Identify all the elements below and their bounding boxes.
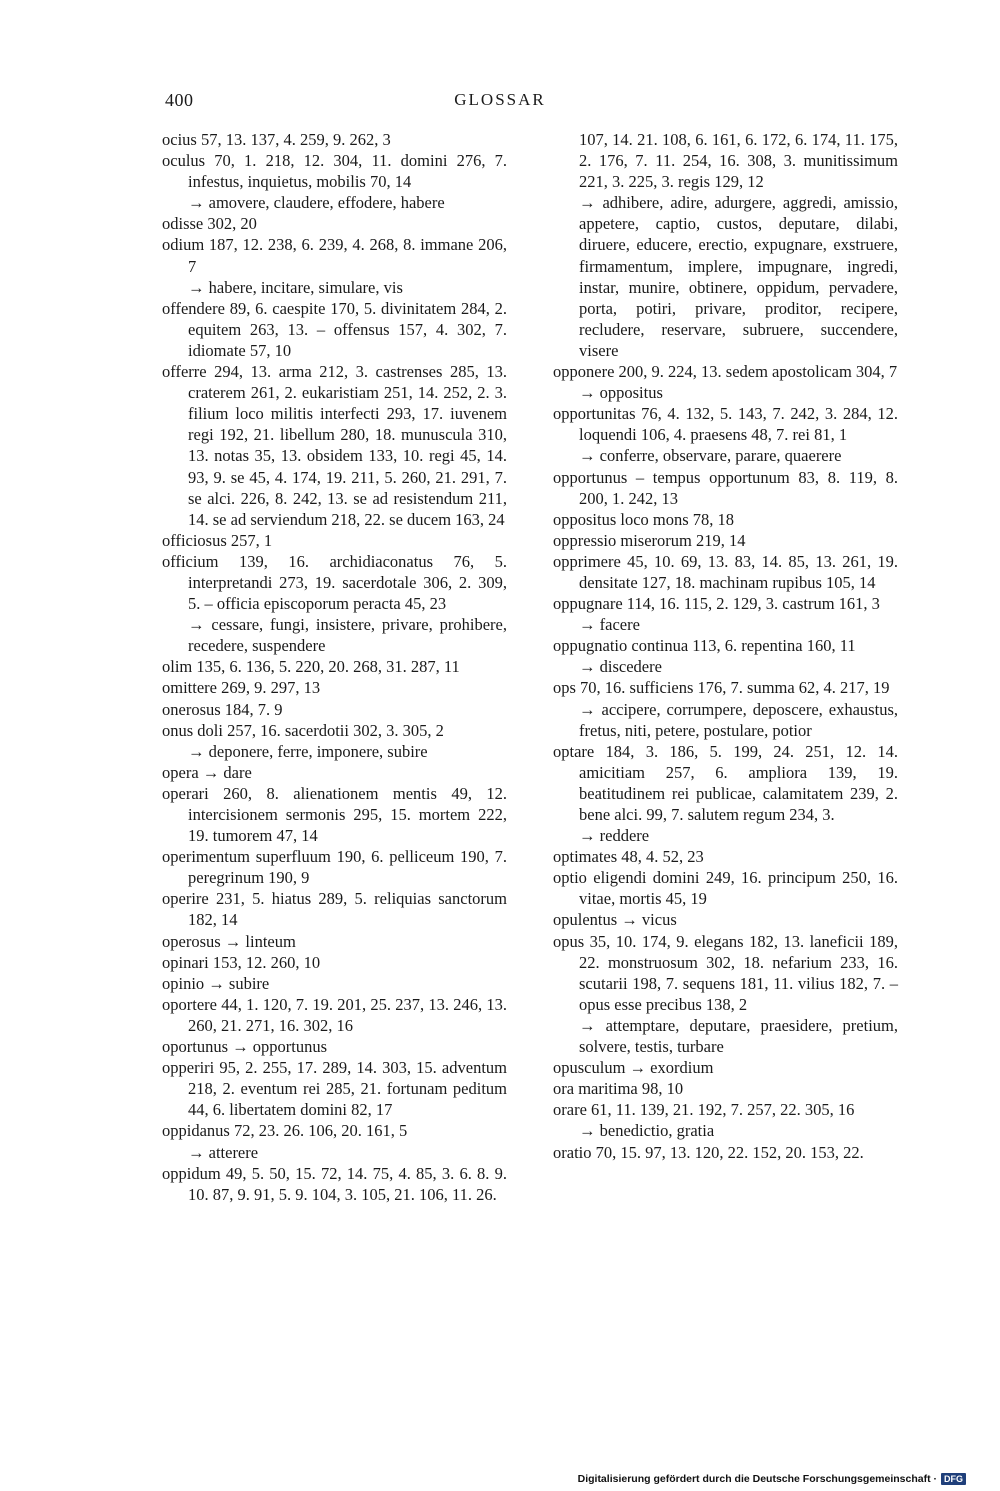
glossary-entry: officium 139, 16. archidiaconatus 76, 5. interpretandi 273, 19. sacerdotale 306, 2. 309, 5. – officia episcoporum peracta 45, 23 (162, 551, 507, 614)
glossary-entry: onus doli 257, 16. sacerdotii 302, 3. 305, 2 (162, 720, 444, 740)
glossary-entry: opinio → subire (162, 973, 270, 993)
glossary-entry: operire 231, 5. hiatus 289, 5. reliquias sanctorum 182, 14 (162, 889, 507, 930)
footer-credit (578, 1473, 966, 1485)
glossary-entry: oppressio miserorum 219, 14 (553, 530, 746, 550)
glossary-entry: oportere 44, 1. 120, 7. 19. 201, 25. 237, 13. 246, 13. 260, 21. 271, 16. 302, 16 (162, 994, 507, 1035)
glossary-cross-reference: → adhibere, adire, adurgere, aggredi, amissio, appetere, captio, custos, deputare, dilabi, diruere, educere, erectio, expugnare, exstruere, firmamentum, implere, impugnare, ingredi, instar, munire, obtinere, oppidum, pervadere, porta, potiri, privare, proditor, recipere, recludere, reservare, subruere, succendere, visere (579, 193, 898, 360)
glossary-entry: optio eligendi domini 249, 16. principum 250, 16. vitae, mortis 45, 19 (553, 868, 898, 909)
glossary-entry: oratio 70, 15. 97, 13. 120, 22. 152, 20. 153, 22. (553, 1142, 864, 1162)
glossary-cross-reference: → discedere (579, 657, 662, 677)
glossary-right-column (553, 129, 898, 1163)
glossary-cross-reference: → reddere (579, 826, 650, 846)
glossary-entry: oppugnatio continua 113, 6. repentina 160, 11 (553, 636, 856, 656)
glossary-entry: operosus → linteum (162, 931, 296, 951)
glossary-entry: oppositus loco mons 78, 18 (553, 509, 735, 529)
glossary-entry: orare 61, 11. 139, 21. 192, 7. 257, 22. 305, 16 (553, 1100, 855, 1120)
glossary-entry: odium 187, 12. 238, 6. 239, 4. 268, 8. immane 206, 7 (162, 235, 507, 276)
glossary-cross-reference: → atterere (188, 1142, 259, 1162)
glossary-cross-reference: → accipere, corrumpere, deposcere, exhaustus, fretus, niti, petere, postulare, potior (579, 699, 898, 740)
glossary-entry: oppidanus 72, 23. 26. 106, 20. 161, 5 (162, 1121, 408, 1141)
glossary-cross-reference: → conferre, observare, parare, quaerere (579, 446, 842, 466)
glossary-entry: odisse 302, 20 (162, 214, 257, 234)
glossary-cross-reference: → deponere, ferre, imponere, subire (188, 741, 428, 761)
glossary-entry: opportunus – tempus opportunum 83, 8. 119, 8. 200, 1. 242, 13 (553, 467, 898, 508)
glossary-entry: operimentum superfluum 190, 6. pelliceum 190, 7. peregrinum 190, 9 (162, 847, 507, 888)
glossary-entry: opus 35, 10. 174, 9. elegans 182, 13. laneficii 189, 22. monstruosum 302, 18. nefarium 233, 16. scutarii 198, 7. sequens 181, 11. vilius 182, 7. – opus esse precibus 138, 2 (553, 931, 898, 1014)
glossary-entry: opulentus → vicus (553, 910, 677, 930)
glossary-entry: opinari 153, 12. 260, 10 (162, 952, 321, 972)
glossary-cross-reference: → habere, incitare, simulare, vis (188, 277, 403, 297)
glossary-cross-reference: → amovere, claudere, effodere, habere (188, 193, 445, 213)
glossary-entry: offerre 294, 13. arma 212, 3. castrenses 285, 13. craterem 261, 2. eukaristiam 251, 14. 252, 2. 3. filium loco militis interfecti 293, 17. iuvenem regi 192, 21. libellum 280, 18. munuscula 310, 13. notas 35, 13. obsidem 133, 10. regi 45, 14. 93, 9. se 45, 4. 174, 19. 211, 5. 260, 21. 291, 7. se alci. 226, 8. 242, 13. se ad resistendum 211, 14. se ad serviendum 218, 22. se ducem 163, 24 (162, 362, 507, 529)
glossary-entry: opperiri 95, 2. 255, 17. 289, 14. 303, 15. adventum 218, 2. eventum rei 285, 21. fortunam peditum 44, 6. libertatem domini 82, 17 (162, 1058, 507, 1120)
glossary-cross-reference: → attemptare, deputare, praesidere, pretium, solvere, testis, turbare (579, 1015, 898, 1057)
footer-text: Digitalisierung gefördert durch die Deutsche Forschungsgemeinschaft · (577, 1473, 937, 1485)
glossary-entry: oppugnare 114, 16. 115, 2. 129, 3. castrum 161, 3 (553, 594, 880, 614)
glossary-entry: opusculum → exordium (553, 1058, 714, 1078)
glossary-entry: oculus 70, 1. 218, 12. 304, 11. domini 276, 7. infestus, inquietus, mobilis 70, 14 (162, 151, 507, 192)
glossary-entry: opponere 200, 9. 224, 13. sedem apostolicam 304, 7 (553, 362, 898, 382)
glossary-entry: ops 70, 16. sufficiens 176, 7. summa 62, 4. 217, 19 (553, 678, 890, 698)
glossary-cross-reference: → cessare, fungi, insistere, privare, prohibere, recedere, suspendere (188, 615, 507, 656)
glossary-cross-reference: → oppositus (579, 383, 663, 403)
continued-entry: 107, 14. 21. 108, 6. 161, 6. 172, 6. 174, 11. 175, 2. 176, 7. 11. 254, 16. 308, 3. munitissimum 221, 3. 225, 3. regis 129, 12 (579, 130, 898, 192)
glossary-entry: opera → dare (162, 762, 252, 782)
glossary-cross-reference: → facere (579, 615, 640, 635)
glossary-entry: oppidum 49, 5. 50, 15. 72, 14. 75, 4. 85, 3. 6. 8. 9. 10. 87, 9. 91, 5. 9. 104, 3. 105, 21. 106, 11. 26. (162, 1163, 507, 1204)
glossary-entry: optare 184, 3. 186, 5. 199, 24. 251, 12. 14. amicitiam 257, 6. ampliora 139, 19. beatitudinem rei publicae, calamitatem 239, 2. bene alci. 99, 7. salutem regum 234, 3. (553, 741, 898, 824)
dfg-logo: DFG (941, 1473, 966, 1485)
glossary-entry: optimates 48, 4. 52, 23 (553, 847, 704, 867)
glossary-entry: onerosus 184, 7. 9 (162, 699, 283, 719)
glossary-entry: omittere 269, 9. 297, 13 (162, 678, 321, 698)
glossary-entry: offendere 89, 6. caespite 170, 5. divinitatem 284, 2. equitem 263, 13. – offensus 157, 4. 302, 7. idiomate 57, 10 (162, 298, 507, 360)
glossary-entry: opprimere 45, 10. 69, 13. 83, 14. 85, 13. 261, 19. densitate 127, 18. machinam rupibus 105, 14 (553, 551, 898, 592)
glossary-entry: officiosus 257, 1 (162, 530, 273, 550)
running-head: GLOSSAR (454, 90, 546, 109)
glossary-left-column (162, 129, 507, 1205)
glossary-entry: oportunus → opportunus (162, 1037, 327, 1057)
glossary-entry: opportunitas 76, 4. 132, 5. 143, 7. 242, 3. 284, 12. loquendi 106, 4. praesens 48, 7. rei 81, 1 (553, 404, 898, 445)
glossary-entry: ora maritima 98, 10 (553, 1079, 684, 1099)
glossary-entry: olim 135, 6. 136, 5. 220, 20. 268, 31. 287, 11 (162, 657, 460, 677)
glossary-entry: ocius 57, 13. 137, 4. 259, 9. 262, 3 (162, 130, 391, 149)
page-number: 400 (165, 90, 194, 110)
glossary-cross-reference: → benedictio, gratia (579, 1121, 715, 1141)
glossary-entry: operari 260, 8. alienationem mentis 49, 12. intercisionem sermonis 295, 15. mortem 222, 19. tumorem 47, 14 (162, 783, 507, 846)
